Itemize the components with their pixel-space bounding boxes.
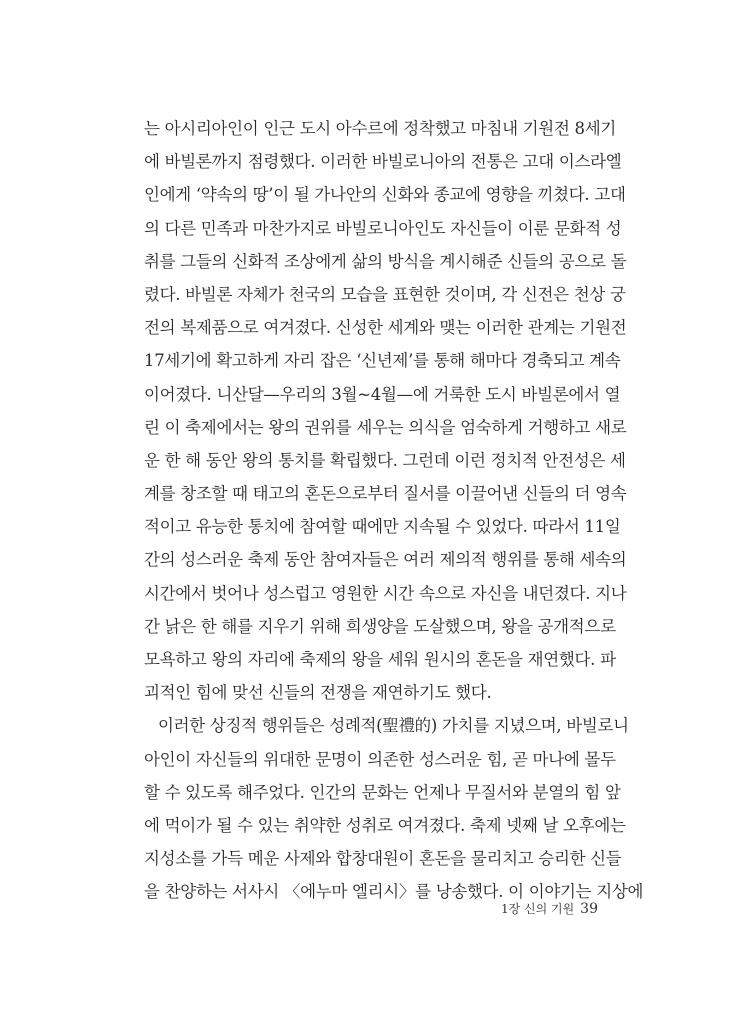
text-line: 적이고 유능한 통치에 참여할 때에만 지속될 수 있었다. 따라서 11일 bbox=[144, 517, 621, 537]
text-line: 에 바빌론까지 점령했다. 이러한 바빌로니아의 전통은 고대 이스라엘 bbox=[144, 152, 622, 172]
text-line: 간 낡은 한 해를 지우기 위해 희생양을 도살했으며, 왕을 공개적으로 bbox=[144, 616, 616, 636]
text-line: 렸다. 바빌론 자체가 천국의 모습을 표현한 것이며, 각 신전은 천상 궁 bbox=[144, 284, 626, 304]
chapter-title: 1장 신의 기원 bbox=[500, 902, 575, 916]
text-line: 는 아시리아인이 인근 도시 아수르에 정착했고 마침내 기원전 8세기 bbox=[144, 119, 617, 138]
text-line: 간의 성스러운 축제 동안 참여자들은 여러 제의적 행위를 통해 세속의 bbox=[144, 550, 627, 570]
page-number: 39 bbox=[580, 901, 598, 917]
paragraph bbox=[144, 112, 627, 709]
text-line: 괴적인 힘에 맞선 신들의 전쟁을 재연하기도 했다. bbox=[144, 683, 492, 703]
text-line: 시간에서 벗어나 성스럽고 영원한 시간 속으로 자신을 내던졌다. 지나 bbox=[144, 583, 627, 603]
text-line: 전의 복제품으로 여겨졌다. 신성한 세계와 맺는 이러한 관계는 기원전 bbox=[144, 318, 627, 338]
paragraph bbox=[144, 709, 644, 908]
text-line: 이러한 상징적 행위들은 성례적(聖禮的) 가치를 지녔으며, 바빌로니 bbox=[158, 716, 629, 736]
text-line: 에 먹이가 될 수 있는 취약한 성취로 여겨졌다. 축제 넷째 날 오후에는 bbox=[144, 815, 626, 835]
text-line: 이어졌다. 니산달—우리의 3월~4월—에 거룩한 도시 바빌론에서 열 bbox=[144, 384, 621, 404]
text-line: 계를 창조할 때 태고의 혼돈으로부터 질서를 이끌어낸 신들의 더 영속 bbox=[144, 484, 627, 504]
text-line: 취를 그들의 신화적 조상에게 삶의 방식을 계시해준 신들의 공으로 돌 bbox=[144, 251, 627, 271]
text-line: 린 이 축제에서는 왕의 권위를 세우는 의식을 엄숙하게 거행하고 새로 bbox=[144, 417, 627, 437]
text-line: 의 다른 민족과 마찬가지로 바빌로니아인도 자신들이 이룬 문화적 성 bbox=[144, 218, 622, 238]
running-footer bbox=[501, 900, 598, 917]
text-line: 운 한 해 동안 왕의 통치를 확립했다. 그런데 이런 정치적 안전성은 세 bbox=[144, 450, 626, 470]
text-line: 지성소를 가득 메운 사제와 합창대원이 혼돈을 물리치고 승리한 신들 bbox=[144, 849, 622, 869]
text-line: 인에게 ‘약속의 땅’이 될 가나안의 신화와 종교에 영향을 끼쳤다. 고대 bbox=[144, 185, 626, 205]
text-line: 아인이 자신들의 위대한 문명이 의존한 성스러운 힘, 곧 마나에 몰두 bbox=[144, 749, 616, 769]
text-line: 모욕하고 왕의 자리에 축제의 왕을 세워 원시의 혼돈을 재연했다. 파 bbox=[144, 650, 616, 669]
text-line: 할 수 있도록 해주었다. 인간의 문화는 언제나 무질서와 분열의 힘 앞 bbox=[144, 782, 621, 802]
text-line: 17세기에 확고하게 자리 잡은 ‘신년제’를 통해 해마다 경축되고 계속 bbox=[144, 351, 621, 371]
page-body bbox=[144, 112, 644, 909]
text-line: 을 찬양하는 서사시 〈에누마 엘리시〉를 낭송했다. 이 이야기는 지상에 bbox=[144, 882, 644, 902]
